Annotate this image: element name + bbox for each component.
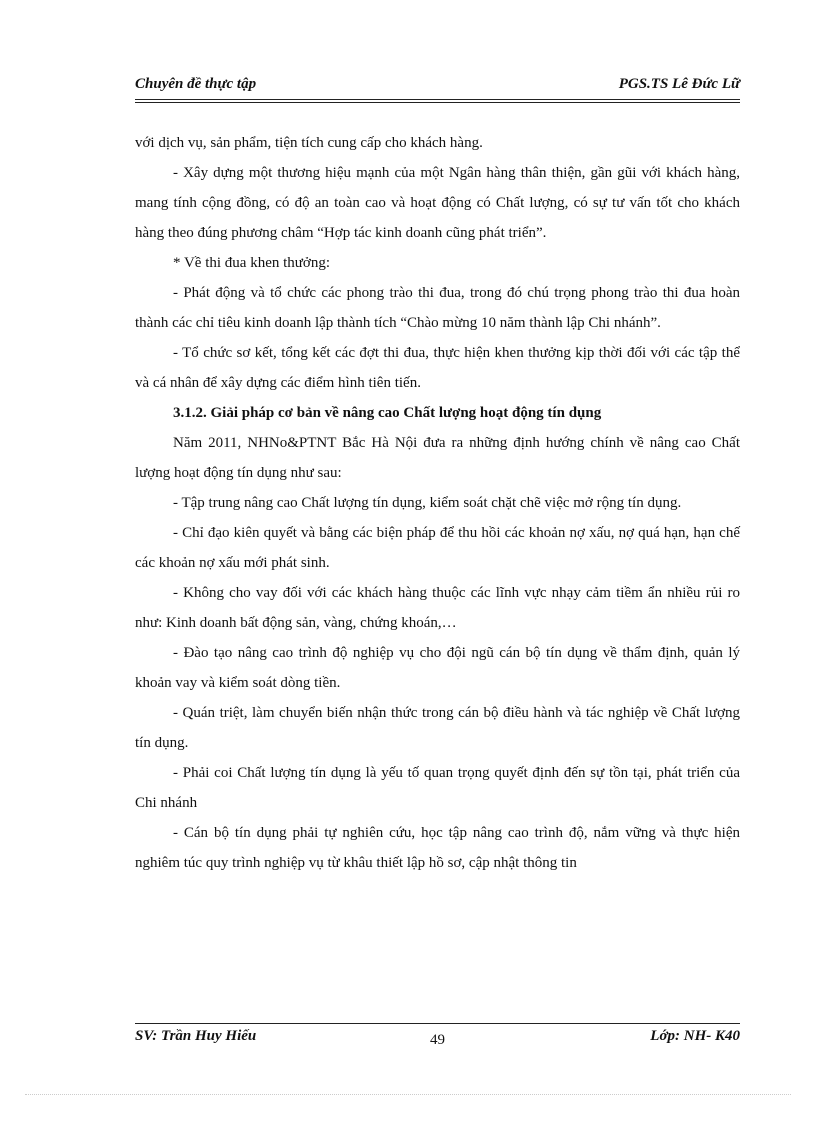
paragraph: * Về thi đua khen thưởng: xyxy=(173,255,331,271)
paragraph: - Cán bộ tín dụng phải tự nghiên cứu, học tập nâng cao trình độ, nắm vững và thực hiện nghiêm túc quy trình nghiệp vụ từ khâu thiết lập hồ sơ, cập nhật thông tin xyxy=(135,825,740,871)
page-number: 49 xyxy=(430,1032,445,1048)
paragraph: với dịch vụ, sản phẩm, tiện tích cung cấp cho khách hàng. xyxy=(135,135,483,151)
paragraph: - Quán triệt, làm chuyển biến nhận thức trong cán bộ điều hành và tác nghiệp về Chất lượng tín dụng. xyxy=(135,705,740,751)
header-rule xyxy=(135,99,740,100)
header-left-title: Chuyên đề thực tập xyxy=(135,76,257,92)
header-right-author: PGS.TS Lê Đức Lữ xyxy=(618,76,740,92)
paragraph: - Phát động và tổ chức các phong trào thi đua, trong đó chú trọng phong trào thi đua hoàn thành các chỉ tiêu kinh doanh lập thành tích “Chào mừng 10 năm thành lập Chi nhánh”. xyxy=(135,285,740,331)
footer-rule xyxy=(135,1023,740,1024)
paragraph: - Chỉ đạo kiên quyết và bằng các biện pháp để thu hồi các khoản nợ xấu, nợ quá hạn, hạn chế các khoản nợ xấu mới phát sinh. xyxy=(135,525,740,571)
paragraph: - Phải coi Chất lượng tín dụng là yếu tố quan trọng quyết định đến sự tồn tại, phát triển của Chi nhánh xyxy=(135,765,740,811)
paragraph: - Tập trung nâng cao Chất lượng tín dụng, kiểm soát chặt chẽ việc mở rộng tín dụng. xyxy=(173,495,682,511)
paragraph: - Tổ chức sơ kết, tổng kết các đợt thi đua, thực hiện khen thưởng kịp thời đối với các tập thể và cá nhân để xây dựng các điểm hình tiên tiến. xyxy=(135,345,740,391)
header-rule-thin xyxy=(135,102,740,103)
paragraph: Năm 2011, NHNo&PTNT Bắc Hà Nội đưa ra những định hướng chính về nâng cao Chất lượng hoạt động tín dụng như sau: xyxy=(135,435,740,481)
page-bottom-divider xyxy=(25,1094,791,1095)
page-body xyxy=(135,128,740,878)
paragraph: - Không cho vay đối với các khách hàng thuộc các lĩnh vực nhạy cảm tiềm ẩn nhiều rủi ro như: Kinh doanh bất động sản, vàng, chứng khoán,… xyxy=(135,585,740,631)
page-header xyxy=(135,76,740,98)
paragraph: - Xây dựng một thương hiệu mạnh của một Ngân hàng thân thiện, gần gũi với khách hàng, mang tính cộng đồng, có độ an toàn cao và hoạt động có Chất lượng, có sự tư vấn tốt cho khách hàng theo đúng phương châm “Hợp tác kinh doanh cũng phát triển”. xyxy=(135,165,740,241)
paragraph: - Đào tạo nâng cao trình độ nghiệp vụ cho đội ngũ cán bộ tín dụng về thẩm định, quản lý khoản vay và kiểm soát dòng tiền. xyxy=(135,645,740,691)
footer-student-name: SV: Trần Huy Hiếu xyxy=(135,1028,257,1044)
section-heading: 3.1.2. Giải pháp cơ bản về nâng cao Chất lượng hoạt động tín dụng xyxy=(173,405,602,421)
footer-class: Lớp: NH- K40 xyxy=(650,1028,740,1044)
page-footer xyxy=(135,1028,740,1050)
